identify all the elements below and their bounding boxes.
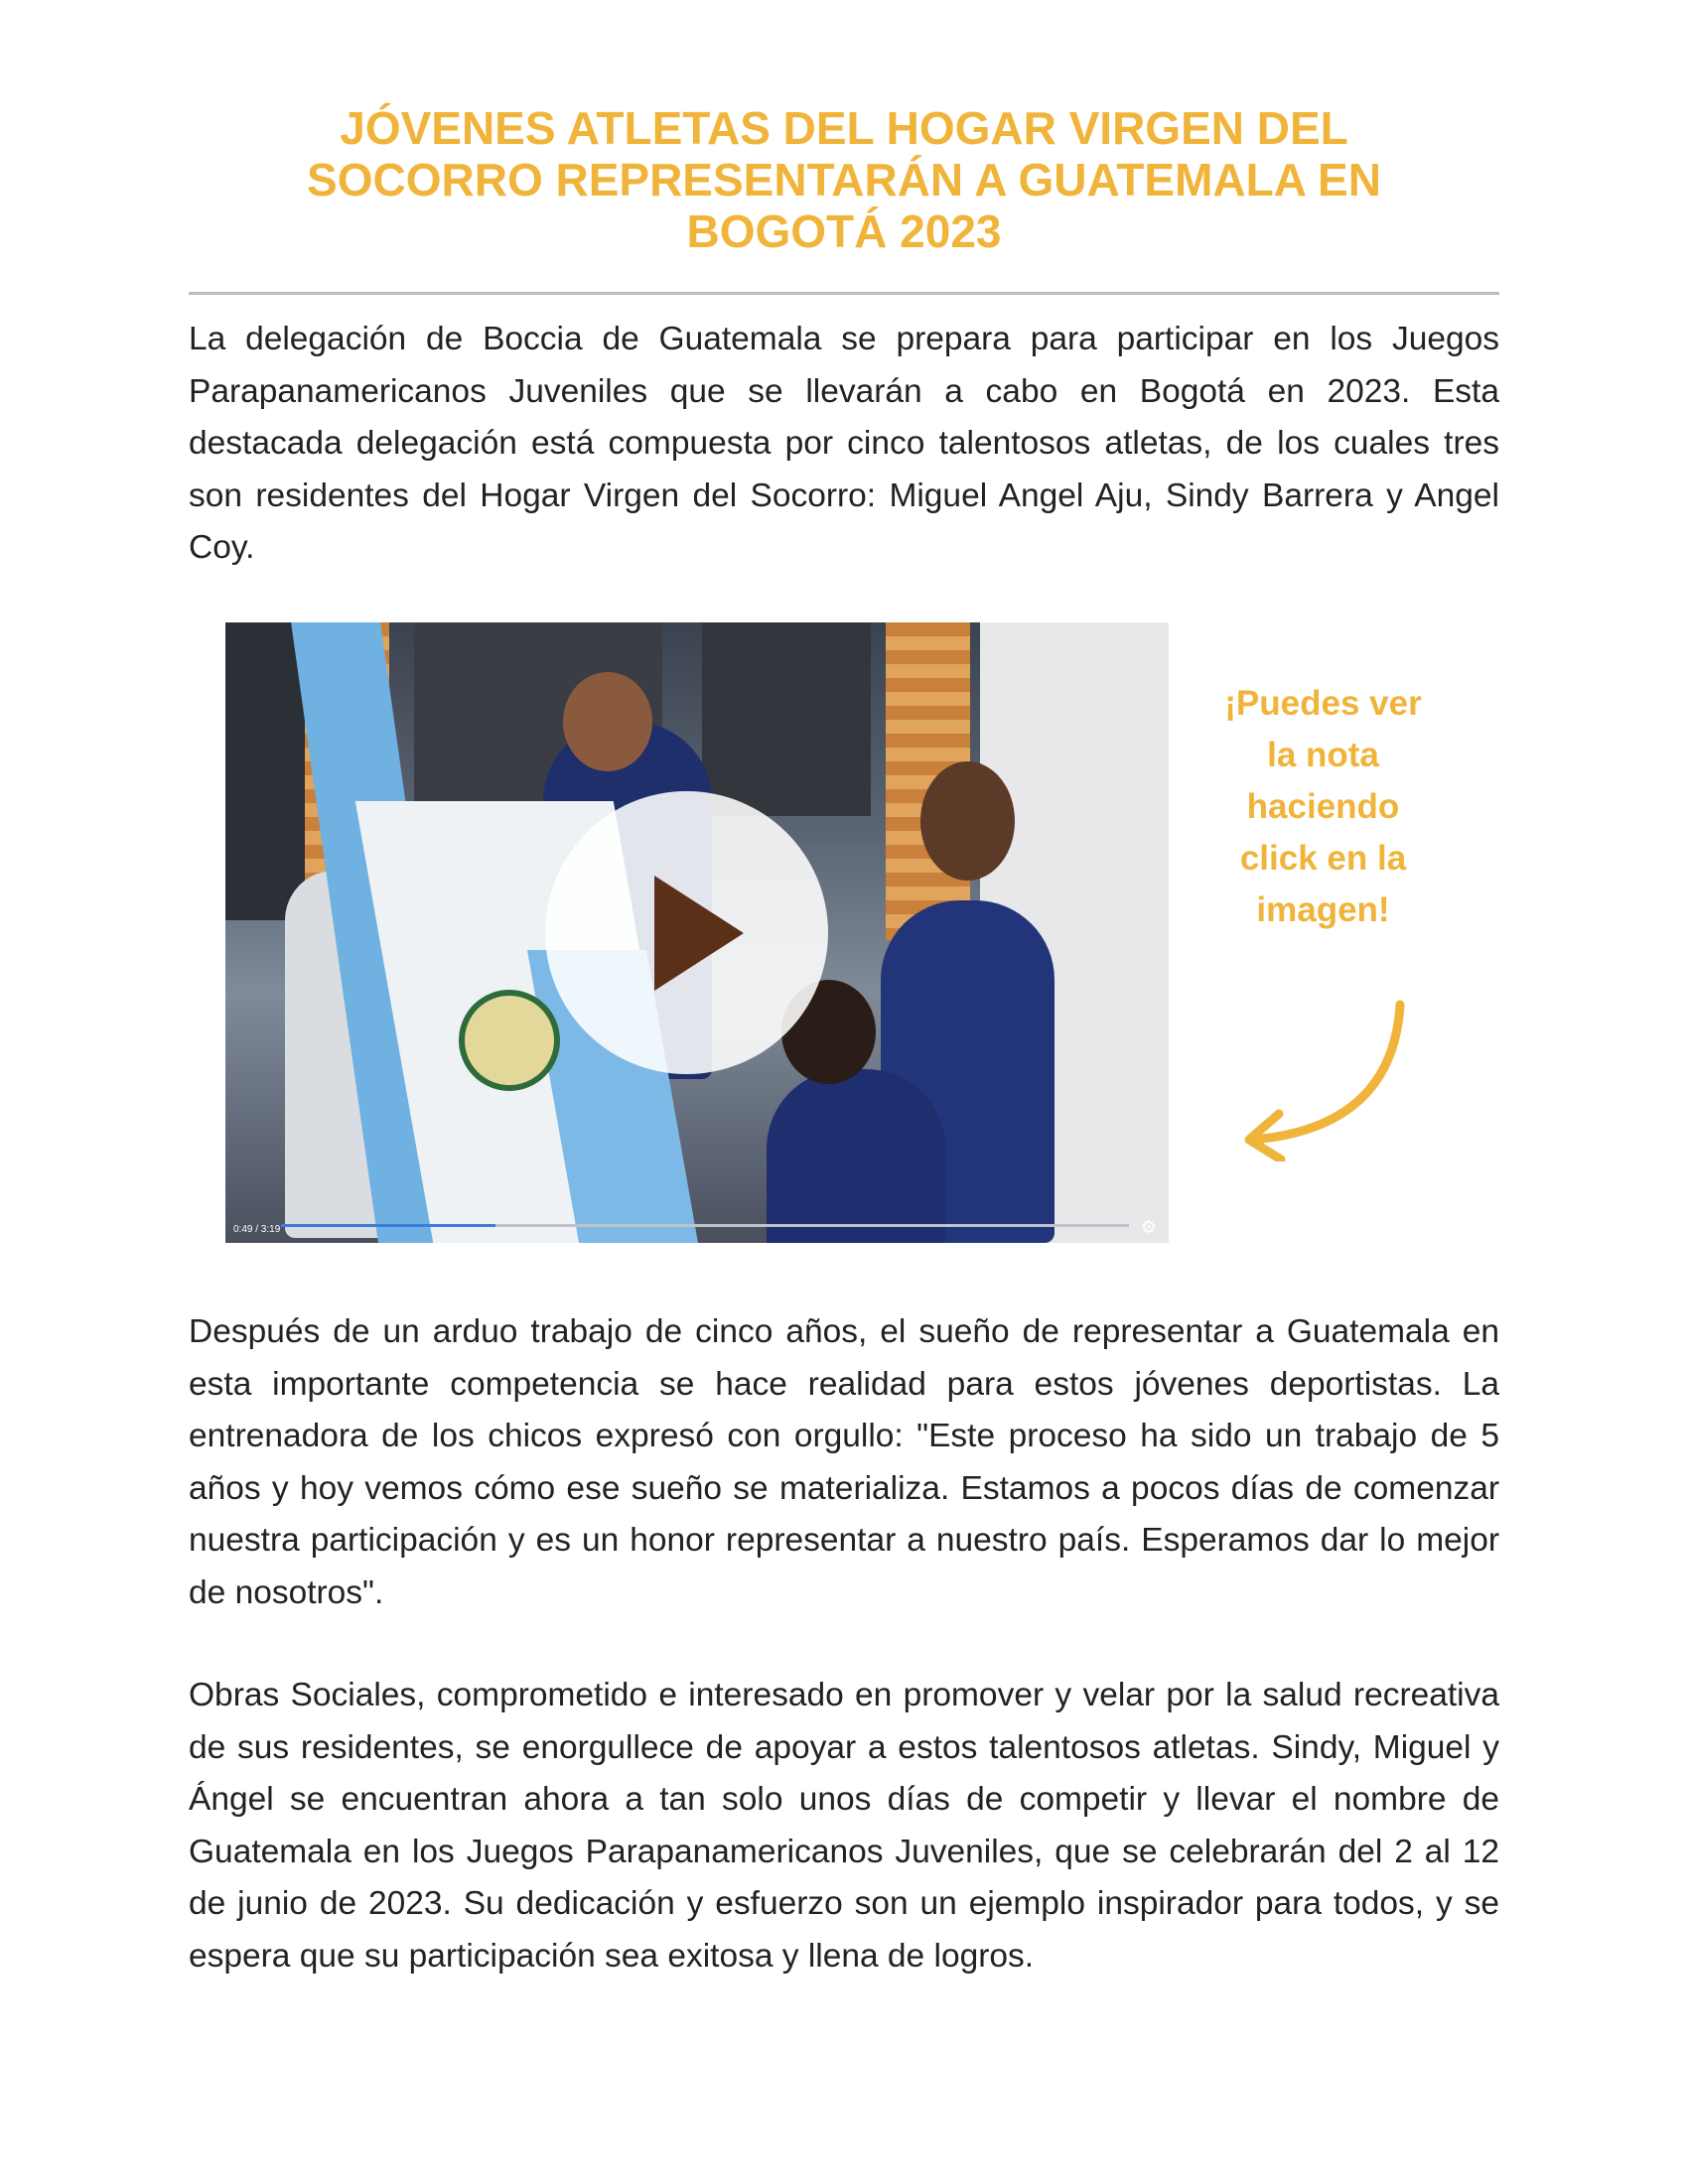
video-thumbnail[interactable]: [225, 622, 1169, 1243]
video-progress-bar[interactable]: [281, 1224, 1129, 1227]
callout-line: la nota: [1267, 736, 1379, 774]
article-title: [189, 102, 1499, 257]
video-progress-fill: [281, 1224, 495, 1227]
title-line-2: SOCORRO REPRESENTARÁN A GUATEMALA EN: [307, 154, 1381, 205]
video-scene-head: [563, 672, 652, 771]
flag-crest: [459, 990, 560, 1091]
callout-line: click en la: [1239, 839, 1407, 878]
title-line-1: JÓVENES ATLETAS DEL HOGAR VIRGEN DEL: [340, 102, 1348, 154]
video-scene-person: [767, 1069, 945, 1243]
play-button[interactable]: [545, 791, 828, 1074]
body-paragraph-2: Después de un arduo trabajo de cinco años, el sueño de representar a Guatemala en esta importante competencia se hace realidad para estos jóvenes deportistas. La entrenadora de los chicos expresó con orgullo: "Este proceso ha sido un trabajo de 5 años y hoy vemos cómo ese sueño se materializa. Estamos a pocos días de comenzar nuestra participación y es un honor representar a nuestro país. Esperamos dar lo mejor de nosotros".: [189, 1313, 1499, 1611]
callout-line: haciendo: [1246, 787, 1400, 826]
callout-line: imagen!: [1256, 890, 1390, 929]
gear-icon[interactable]: ⚙: [1140, 1217, 1157, 1237]
video-callout: [1192, 678, 1455, 936]
video-scene-head: [920, 761, 1015, 881]
video-scene-window: [702, 622, 871, 816]
intro-paragraph: La delegación de Boccia de Guatemala se prepara para participar en los Juegos Parapanamericanos Juveniles que se llevarán a cabo en Bogotá en 2023. Esta destacada delegación está compuesta por cinco talentosos atletas, de los cuales tres son residentes del Hogar Virgen del Socorro: Miguel Angel Aju, Sindy Barrera y Angel Coy.: [189, 321, 1499, 566]
body-paragraph-3: Obras Sociales, comprometido e interesado en promover y velar por la salud recreativa de sus residentes, se enorgullece de apoyar a estos talentosos atletas. Sindy, Miguel y Ángel se encuentran ahora a tan solo unos días de competir y llevar el nombre de Guatemala en los Juegos Parapanamericanos Juveniles, que se celebrarán del 2 al 12 de junio de 2023. Su dedicación y esfuerzo son un ejemplo inspirador para todos, y se espera que su participación sea exitosa y llena de logros.: [189, 1677, 1499, 1975]
curved-arrow-icon: [1231, 993, 1430, 1161]
callout-line: ¡Puedes ver: [1224, 684, 1422, 723]
title-divider: [189, 292, 1499, 295]
video-timecode: 0:49 / 3:19: [233, 1224, 281, 1235]
title-line-3: BOGOTÁ 2023: [686, 205, 1002, 257]
play-icon: [654, 876, 744, 991]
